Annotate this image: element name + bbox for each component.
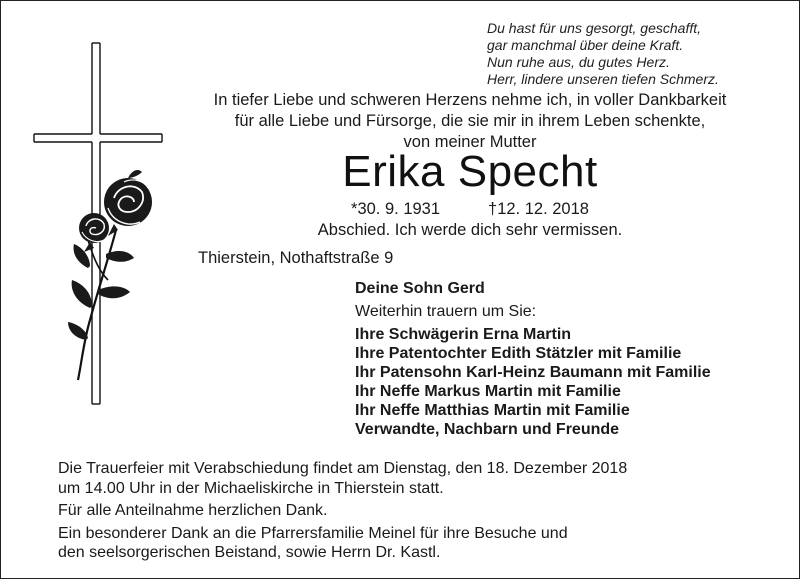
intro-line: für alle Liebe und Fürsorge, die sie mir in ihrem Leben schenkte, [234,112,706,130]
mourner-item: Ihr Neffe Matthias Martin mit Familie [355,402,630,419]
cross-rose-artwork [28,40,178,430]
mourner-item: Ihre Patentochter Edith Stätzler mit Familie [355,345,682,362]
address: Thierstein, Nothaftstraße 9 [198,249,394,267]
poem-line: Du hast für uns gesorgt, geschafft, [487,20,702,36]
mourner-lead: Deine Sohn Gerd [355,280,485,297]
rose-icon [68,170,152,380]
service-line: Die Trauerfeier mit Verabschiedung findet am Dienstag, den 18. Dezember 2018 [58,460,628,477]
intro-line: In tiefer Liebe und schweren Herzens nehme ich, in voller Dankbarkeit [213,91,727,109]
service-info [58,459,627,498]
death-date: †12. 12. 2018 [488,200,589,218]
intro-text [170,90,770,153]
mourners-subheading: Weiterhin trauern um Sie: [355,303,537,320]
poem-line: Herr, lindere unseren tiefen Schmerz. [487,71,719,87]
deceased-name: Erika Specht [342,147,598,196]
footer-text [58,459,627,566]
mourners-list [355,279,711,439]
special-thanks [58,524,627,563]
special-thanks-line: den seelsorgerischen Beistand, sowie Herrn Dr. Kastl. [58,544,441,561]
thanks-line: Für alle Anteilnahme herzlichen Dank. [58,502,328,519]
life-dates [170,199,770,220]
birth-date: *30. 9. 1931 [351,200,441,218]
intro-line: von meiner Mutter [403,133,537,151]
poem-line: Nun ruhe aus, du gutes Herz. [487,54,670,70]
thanks-note [58,501,627,521]
mourner-item: Ihr Neffe Markus Martin mit Familie [355,383,621,400]
mourner-item: Ihr Patensohn Karl-Heinz Baumann mit Familie [355,364,711,381]
service-line: um 14.00 Uhr in der Michaeliskirche in Thierstein statt. [58,479,444,497]
mourner-item: Ihre Schwägerin Erna Martin [355,326,572,343]
farewell-line: Abschied. Ich werde dich sehr vermissen. [317,221,623,239]
poem-line: gar manchmal über deine Kraft. [487,37,684,53]
special-thanks-line: Ein besonderer Dank an die Pfarrersfamilie Meinel für ihre Besuche und [58,524,568,542]
mourner-item: Verwandte, Nachbarn und Freunde [355,421,620,438]
poem [487,20,787,88]
